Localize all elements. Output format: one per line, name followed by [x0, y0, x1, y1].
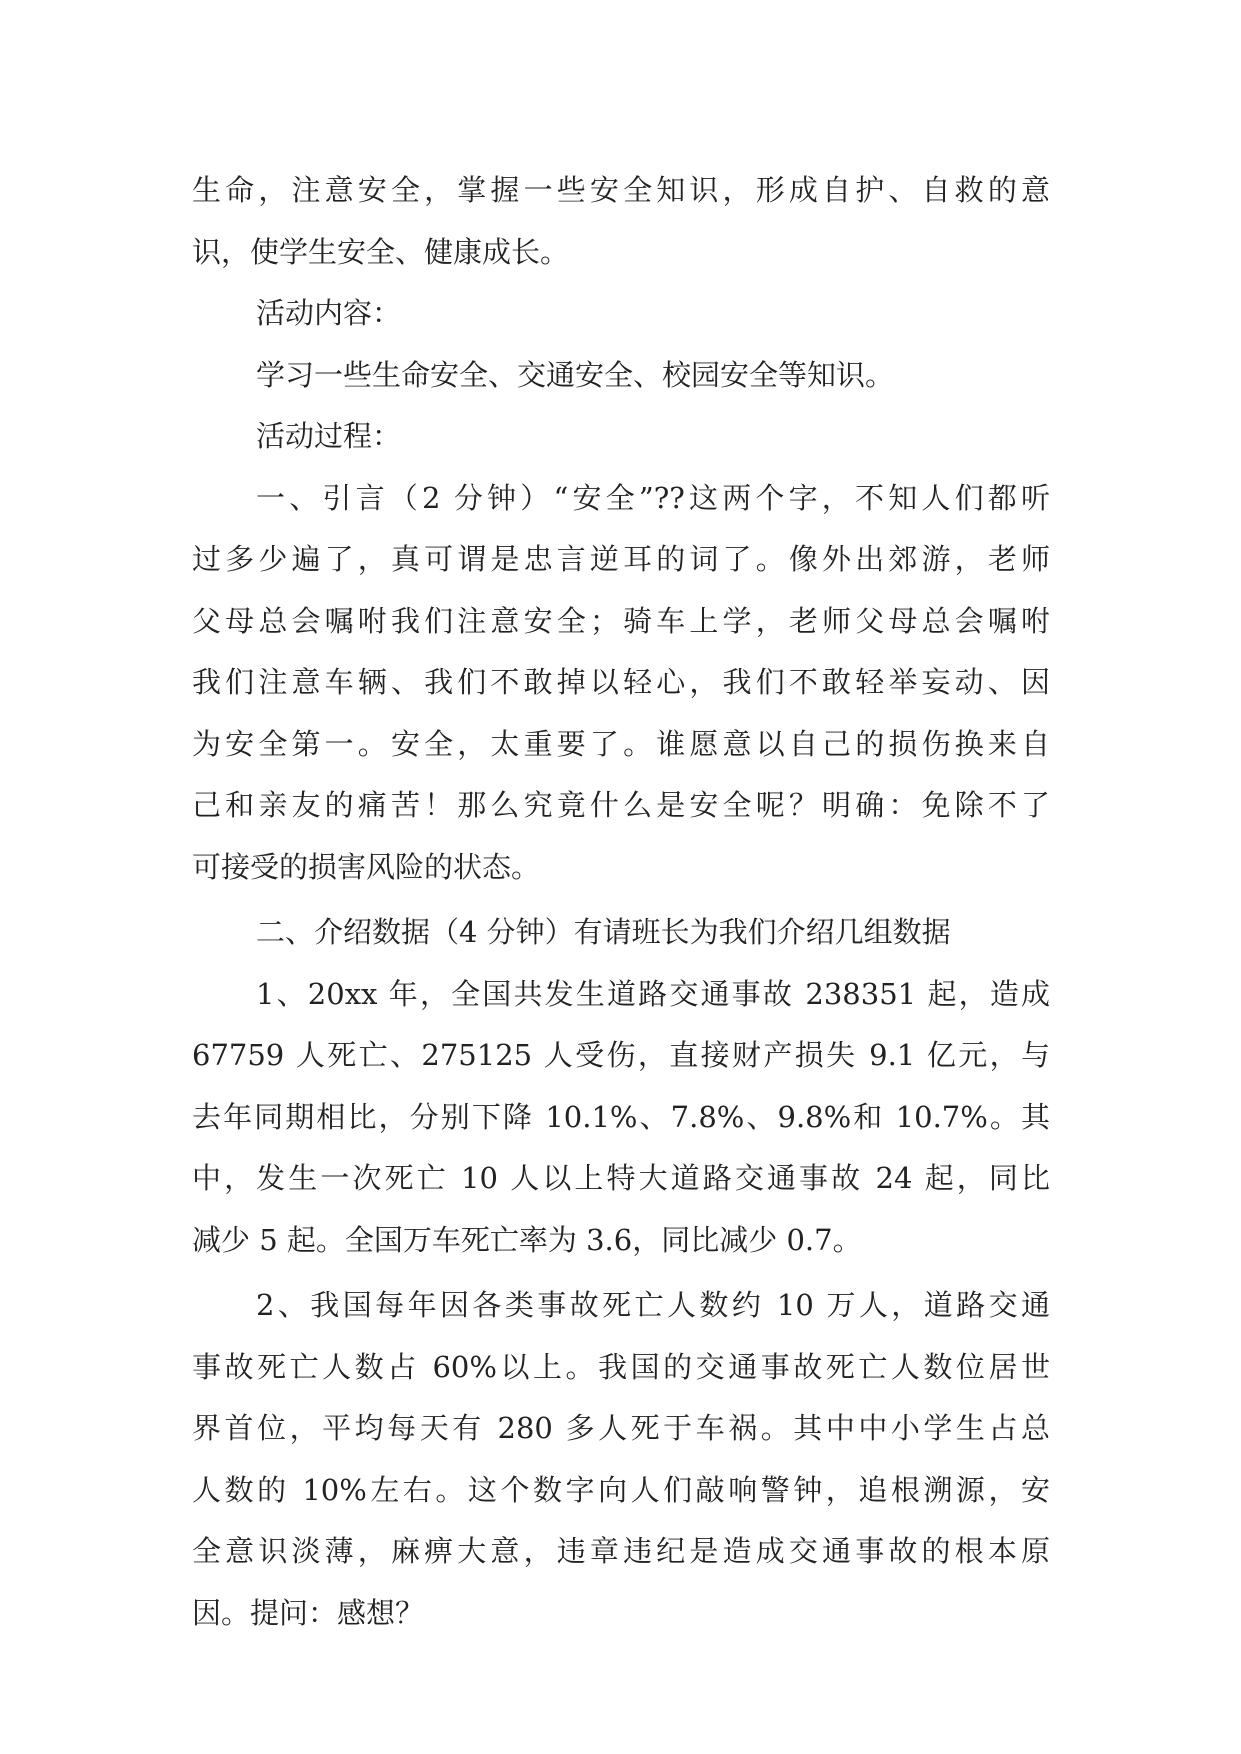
paragraph-line: 2、我国每年因各类事故死亡人数约 10 万人，道路交通: [256, 1288, 1050, 1322]
data1-paragraph: [192, 964, 1050, 1272]
paragraph-line: 因。提问：感想？: [192, 1595, 425, 1630]
paragraph-line: 为安全第一。安全，太重要了。谁愿意以自己的损伤换来自: [192, 726, 1050, 761]
content-text: 学习一些生命安全、交通安全、校园安全等知识。: [256, 357, 895, 392]
paragraph-line: 过多少遍了，真可谓是忠言逆耳的词了。像外出郊游，老师: [192, 542, 1050, 576]
paragraph-line: 全意识淡薄，麻痹大意，违章违纪是造成交通事故的根本原: [192, 1534, 1050, 1568]
process-heading: 活动过程：: [256, 419, 402, 453]
document-body: [192, 160, 1050, 1644]
section1-paragraph: [192, 468, 1050, 899]
data2-paragraph: [192, 1275, 1050, 1644]
content-heading: 活动内容：: [256, 296, 402, 330]
paragraph-line: 事故死亡人数占 60%以上。我国的交通事故死亡人数位居世: [192, 1349, 1050, 1384]
paragraph-line: 可接受的损害风险的状态。: [192, 849, 541, 884]
paragraph-line: 一、引言（2 分钟）“安全”??这两个字，不知人们都听: [256, 480, 1050, 515]
paragraph-line: 父母总会嘱咐我们注意安全；骑车上学，老师父母总会嘱咐: [192, 603, 1050, 638]
paragraph-line: 中，发生一次死亡 10 人以上特大道路交通事故 24 起，同比: [192, 1161, 1050, 1195]
paragraph-line: 去年同期相比，分别下降 10.1%、7.8%、9.8%和 10.7%。其: [192, 1099, 1050, 1134]
paragraph-line: 67759 人死亡、275125 人受伤，直接财产损失 9.1 亿元，与: [192, 1038, 1050, 1072]
paragraph-line: 识，使学生安全、健康成长。: [192, 234, 570, 269]
paragraph-line: 生命，注意安全，掌握一些安全知识，形成自护、自救的意: [192, 173, 1050, 207]
paragraph-line: 减少 5 起。全国万车死亡率为 3.6，同比减少 0.7。: [192, 1222, 862, 1257]
section2-heading: 二、介绍数据（4 分钟）有请班长为我们介绍几组数据: [256, 915, 951, 949]
paragraph-line: 界首位，平均每天有 280 多人死于车祸。其中中小学生占总: [192, 1411, 1050, 1445]
paragraph-line: 己和亲友的痛苦！那么究竟什么是安全呢？明确：免除不了: [192, 788, 1050, 822]
paragraph-line: 我们注意车辆、我们不敢掉以轻心，我们不敢轻举妄动、因: [192, 665, 1050, 699]
paragraph-line: 1、20xx 年，全国共发生道路交通事故 238351 起，造成: [256, 976, 1050, 1011]
paragraph-line: 人数的 10%左右。这个数字向人们敲响警钟，追根溯源，安: [192, 1472, 1050, 1507]
intro-paragraph: [192, 160, 1050, 283]
